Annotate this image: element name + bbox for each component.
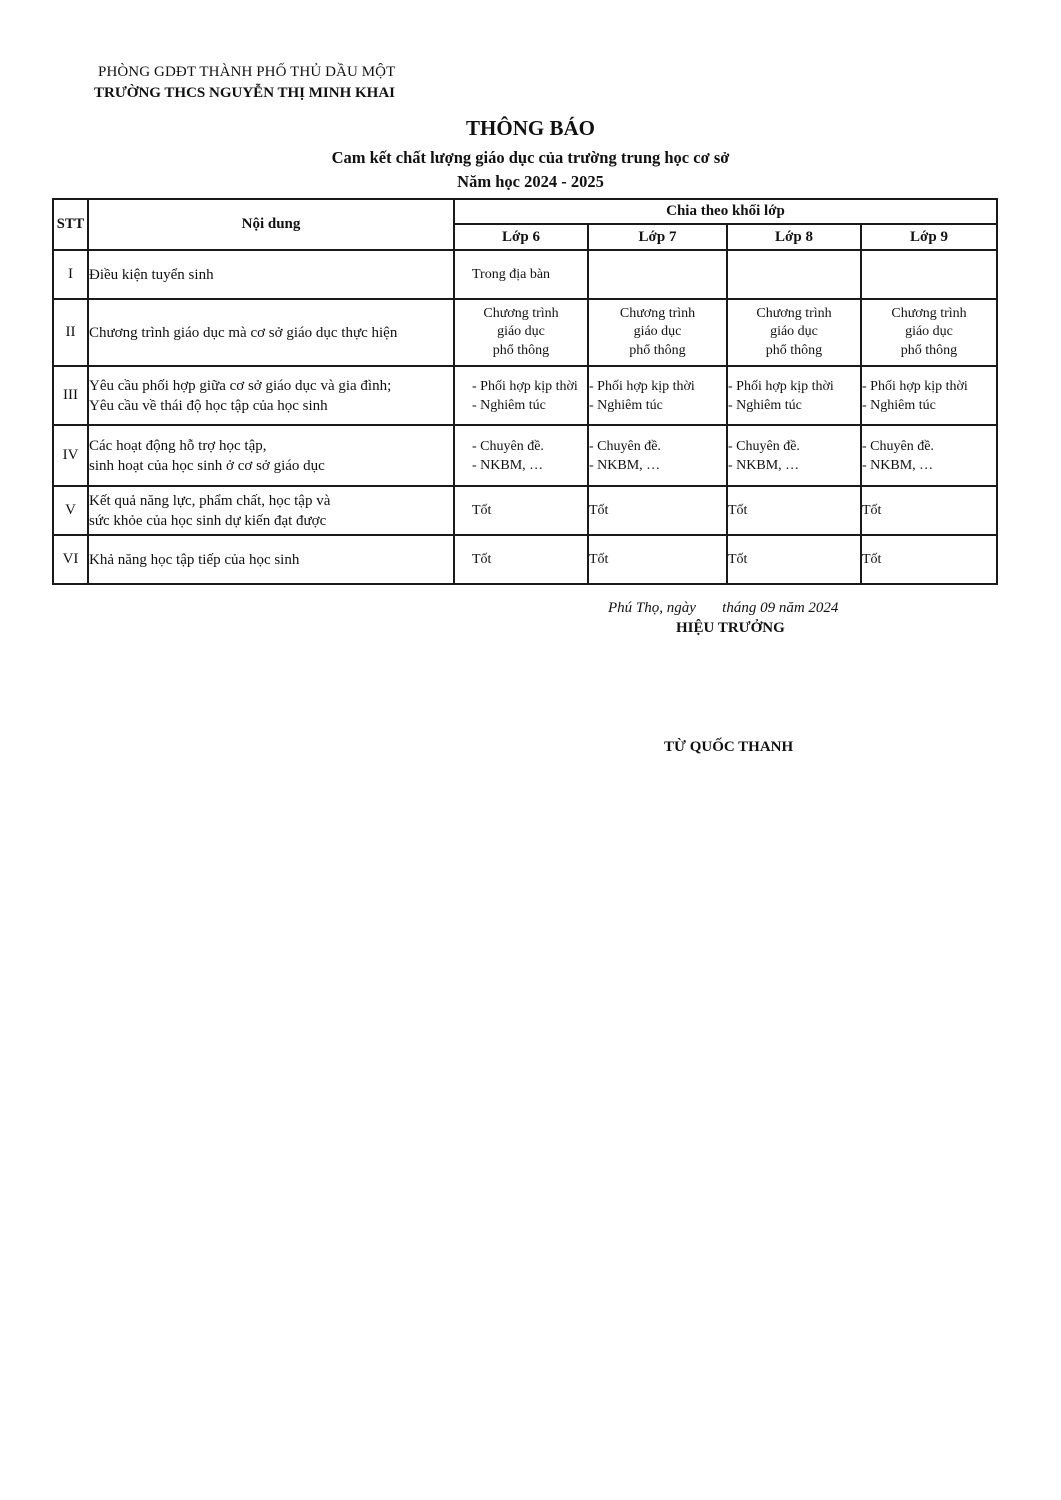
table-row: [53, 486, 997, 535]
header-grade-9: Lớp 9: [861, 224, 997, 250]
cell-grade-9: - Phối hợp kịp thời - Nghiêm túc: [861, 366, 997, 425]
cell-grade-6: Tốt: [454, 535, 588, 584]
cell-grade-8: Tốt: [727, 535, 861, 584]
cell-grade-6: Chương trình giáo dục phổ thông: [454, 299, 588, 366]
row-content: Khả năng học tập tiếp của học sinh: [88, 535, 454, 584]
row-number: IV: [53, 425, 88, 486]
cell-grade-8: - Chuyên đề. - NKBM, …: [727, 425, 861, 486]
cell-grade-6: - Chuyên đề. - NKBM, …: [454, 425, 588, 486]
row-content: Điều kiện tuyển sinh: [88, 250, 454, 299]
cell-grade-9: [861, 250, 997, 299]
table-row: [53, 535, 997, 584]
header-content: Nội dung: [88, 199, 454, 250]
row-number: VI: [53, 535, 88, 584]
school-name: TRƯỜNG THCS NGUYỄN THỊ MINH KHAI: [94, 85, 396, 101]
cell-grade-7: - Chuyên đề. - NKBM, …: [588, 425, 727, 486]
cell-grade-8: - Phối hợp kịp thời - Nghiêm túc: [727, 366, 861, 425]
cell-grade-7: - Phối hợp kịp thời - Nghiêm túc: [588, 366, 727, 425]
header-grade-group: Chia theo khối lớp: [454, 199, 997, 224]
row-number: III: [53, 366, 88, 425]
cell-grade-9: Tốt: [861, 535, 997, 584]
row-number: V: [53, 486, 88, 535]
signatory-name: TỪ QUỐC THANH: [664, 739, 794, 755]
table-row: [53, 250, 997, 299]
row-content: Các hoạt động hỗ trợ học tập, sinh hoạt của học sinh ở cơ sở giáo dục: [88, 425, 454, 486]
cell-grade-7: Chương trình giáo dục phổ thông: [588, 299, 727, 366]
cell-grade-6: - Phối hợp kịp thời - Nghiêm túc: [454, 366, 588, 425]
school-year: Năm học 2024 - 2025: [457, 172, 604, 191]
cell-grade-8: [727, 250, 861, 299]
signature-place-date: Phú Thọ, ngày tháng 09 năm 2024: [608, 600, 839, 616]
table-row: [53, 299, 997, 366]
department-name: PHÒNG GDĐT THÀNH PHỐ THỦ DẦU MỘT: [98, 64, 396, 80]
row-number: II: [53, 299, 88, 366]
row-content: Kết quả năng lực, phẩm chất, học tập và sức khỏe của học sinh dự kiến đạt được: [88, 486, 454, 535]
row-number: I: [53, 250, 88, 299]
cell-grade-7: Tốt: [588, 535, 727, 584]
cell-grade-8: Tốt: [727, 486, 861, 535]
cell-grade-9: - Chuyên đề. - NKBM, …: [861, 425, 997, 486]
quality-commitment-table: [52, 198, 998, 585]
header-grade-8: Lớp 8: [727, 224, 861, 250]
cell-grade-6: Tốt: [454, 486, 588, 535]
cell-grade-9: Tốt: [861, 486, 997, 535]
header-grade-7: Lớp 7: [588, 224, 727, 250]
cell-grade-7: Tốt: [588, 486, 727, 535]
signature-position: HIỆU TRƯỞNG: [676, 620, 785, 636]
table-row: [53, 425, 997, 486]
cell-grade-6: Trong địa bàn: [454, 250, 588, 299]
cell-grade-8: Chương trình giáo dục phổ thông: [727, 299, 861, 366]
cell-grade-9: Chương trình giáo dục phổ thông: [861, 299, 997, 366]
cell-grade-7: [588, 250, 727, 299]
notice-title: THÔNG BÁO: [466, 116, 595, 140]
header-stt: STT: [53, 199, 88, 250]
row-content: Yêu cầu phối hợp giữa cơ sở giáo dục và gia đình; Yêu cầu về thái độ học tập của học sinh: [88, 366, 454, 425]
row-content: Chương trình giáo dục mà cơ sở giáo dục thực hiện: [88, 299, 454, 366]
header-grade-6: Lớp 6: [454, 224, 588, 250]
table-row: [53, 366, 997, 425]
notice-subtitle: Cam kết chất lượng giáo dục của trường trung học cơ sở: [331, 148, 730, 167]
